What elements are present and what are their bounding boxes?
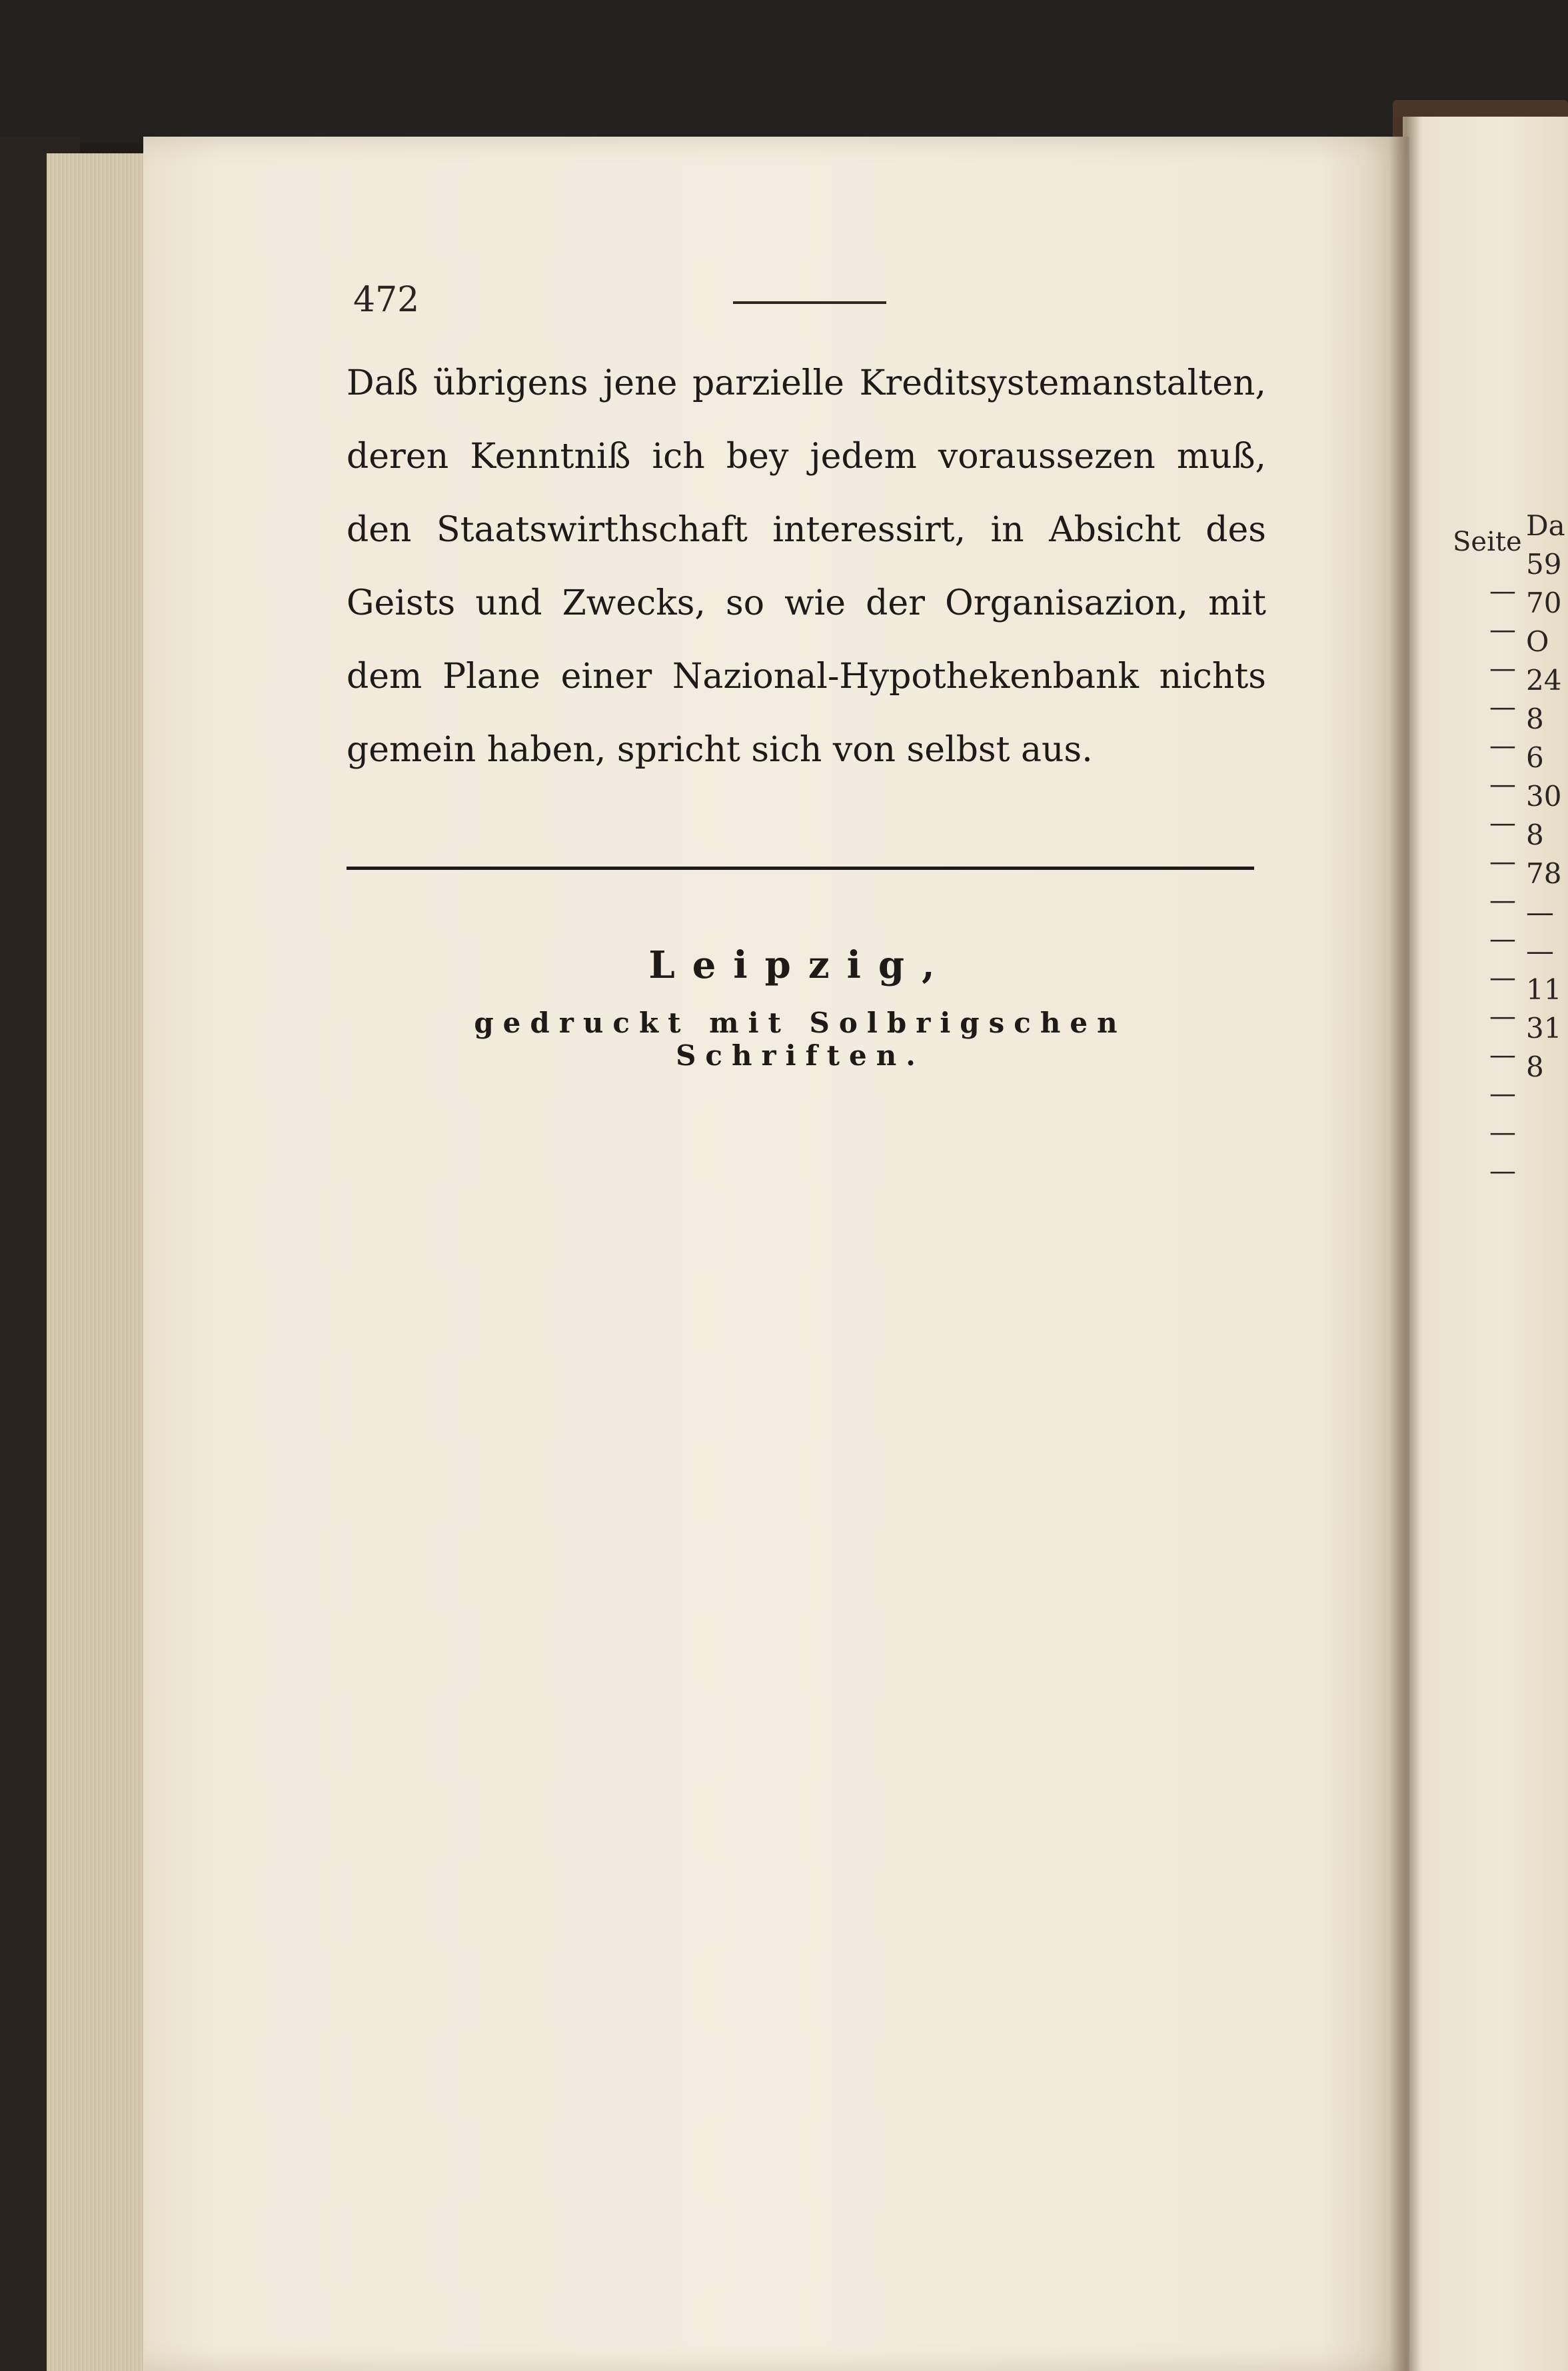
photo-background [0, 0, 1568, 143]
imprint-city: Leipzig, [648, 943, 952, 987]
dash: — [1489, 692, 1516, 723]
dash: — [1489, 769, 1516, 800]
dash: — [1489, 1117, 1516, 1148]
header-rule [733, 301, 886, 304]
fragment: 31 [1526, 1012, 1562, 1045]
gutter-shadow [1389, 117, 1423, 2371]
dash: — [1489, 615, 1516, 645]
fragment: 70 [1526, 587, 1562, 619]
fragment: 59 [1526, 548, 1562, 581]
dash: — [1489, 924, 1516, 955]
dash: — [1489, 963, 1516, 993]
dash: — [1489, 847, 1516, 877]
dash: — [1489, 1156, 1516, 1186]
fragment: 8 [1526, 1051, 1544, 1083]
dash: — [1489, 576, 1516, 607]
dash: — [1489, 1001, 1516, 1032]
body-paragraph: Daß übrigens jene parzielle Kreditsystemanstalten, deren Kenntniß ich bey jedem voraussezen muß, den Staatswirthschaft interessirt, in Absicht des Geists und Zwecks, so wie der Organisazion, mit dem Plane einer Nazional-Hypothekenbank nichts gemein haben, spricht sich von selbst aus. [347, 363, 1266, 770]
facing-page [1403, 117, 1568, 2371]
facing-page-dashes [1489, 572, 1516, 1190]
fragment: 30 [1526, 780, 1562, 813]
imprint-printer: gedruckt mit Solbrigschen Schriften. [474, 1007, 1127, 1072]
dash: — [1489, 808, 1516, 839]
fragment: — [1526, 935, 1554, 967]
fragment: Da [1526, 509, 1565, 542]
fragment: 8 [1526, 703, 1544, 735]
page-block-edges [47, 153, 153, 2371]
fragment: O [1526, 625, 1549, 658]
fragment: 78 [1526, 857, 1562, 890]
fragment: 24 [1526, 664, 1562, 697]
dash: — [1489, 1040, 1516, 1071]
fragment: 11 [1526, 973, 1562, 1006]
dash: — [1489, 731, 1516, 761]
dash: — [1489, 885, 1516, 916]
dash: — [1489, 1079, 1516, 1109]
fragment: 8 [1526, 819, 1544, 851]
fragment: 6 [1526, 741, 1544, 774]
page-number: 472 [353, 280, 420, 320]
facing-page-fragments [1526, 507, 1565, 1087]
dash: — [1489, 653, 1516, 684]
facing-page-label: Seite [1453, 527, 1522, 557]
imprint-divider [347, 867, 1254, 870]
fragment: — [1526, 896, 1554, 929]
